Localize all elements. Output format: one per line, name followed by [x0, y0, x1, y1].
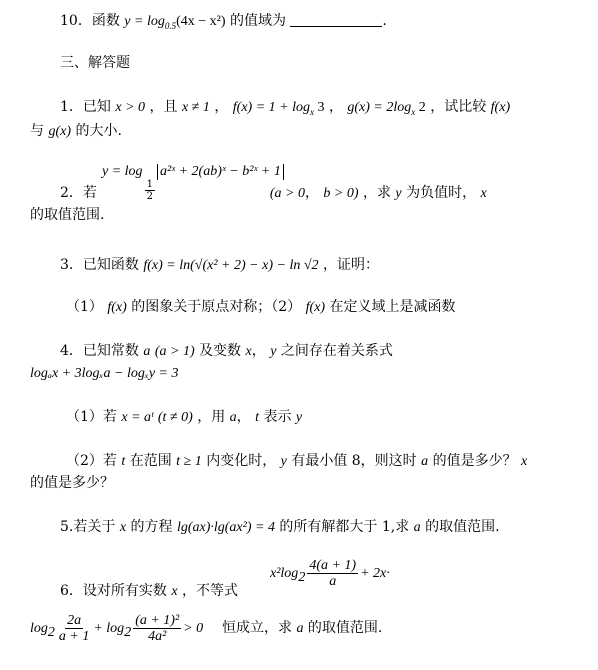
problem-6-inequality-part-1: $x^2\log_2$ $\frac{4(a + 1)}{a}$ + 2x·: [270, 557, 390, 589]
problem-10-formula: $y = \log_{0.5}(4x - x^2)$: [124, 14, 226, 31]
problem-6-inequality-part-2: $\log_2$ $\frac{2a}{a + 1}$ + $\log_2$ $\frac{\text{(a + 1)²}}{\text{4a²}}$ > 0 恒成立，求 a 的取值范围.: [30, 612, 383, 644]
problem-4-part-1: （1）若 x = aᵗ (t ≠ 0) ，用 a， t 表示 y: [66, 409, 303, 425]
problem-2-function: y = log $\frac{1}{2}$ a²ˣ + 2(ab)ˣ − b²ˣ + 1: [102, 162, 284, 202]
condition-x-positive: x > 0: [115, 100, 146, 115]
function-f-definition: $f(x) = 1 + \log_x 3$: [232, 100, 325, 117]
problem-1-line-1: 1．已知 x > 0 ，且 x ≠ 1 ， $f(x) = 1 + \log_x 3$ ， $g(x) = 2\log_x$ 2 ，试比较 f(x): [60, 99, 511, 117]
function-g-definition: $g(x) = 2\log_x$ 2: [347, 100, 426, 117]
function-f-ln: f(x) = ln(√(x² + 2) − x) − ln √2: [143, 258, 319, 273]
section-heading: 三、解答题: [60, 55, 130, 71]
problem-6-line-1: 6．设对所有实数 x ，不等式: [60, 583, 239, 599]
condition-x-not-one: x ≠ 1: [181, 100, 210, 115]
problem-1-line-2: 与 g(x) 的大小.: [30, 123, 122, 139]
problem-4-line-1: 4．已知常数 a (a > 1) 及变数 x， y 之间存在着关系式: [60, 343, 393, 359]
problem-3-line-1: 3．已知函数 f(x) = ln(√(x² + 2) − x) − ln √2 ，证明：: [60, 257, 379, 273]
problem-3-subparts: （1） f(x) 的图象关于原点对称；（2） f(x) 在定义域上是减函数: [66, 299, 456, 315]
problem-10: 10．函数 $y = \log_{0.5}(4x - x^2)$ 的值域为 .: [60, 13, 387, 31]
problem-10-suffix: 的值域为: [229, 13, 286, 29]
answer-blank: [290, 12, 382, 27]
problem-4-relation: logₐx + 3logₓa − logₓy = 3: [30, 366, 179, 381]
problem-4-part-2-line-1: （2）若 t 在范围 t ≥ 1 内变化时， y 有最小值 8，则这时 a 的值是多少？ x: [66, 453, 528, 469]
problem-2-line-1: 2．若 (a > 0， b > 0) ，求 y 为负值时， x: [60, 185, 487, 201]
problem-2-line-2: 的取值范围.: [30, 207, 105, 223]
problem-10-label: 10．函数: [60, 13, 120, 29]
problem-4-part-2-line-2: 的值是多少？: [30, 475, 114, 491]
problem-5: 5.若关于 x 的方程 lg(ax)·lg(ax²) = 4 的所有解都大于 1,求 a 的取值范围.: [60, 519, 500, 535]
